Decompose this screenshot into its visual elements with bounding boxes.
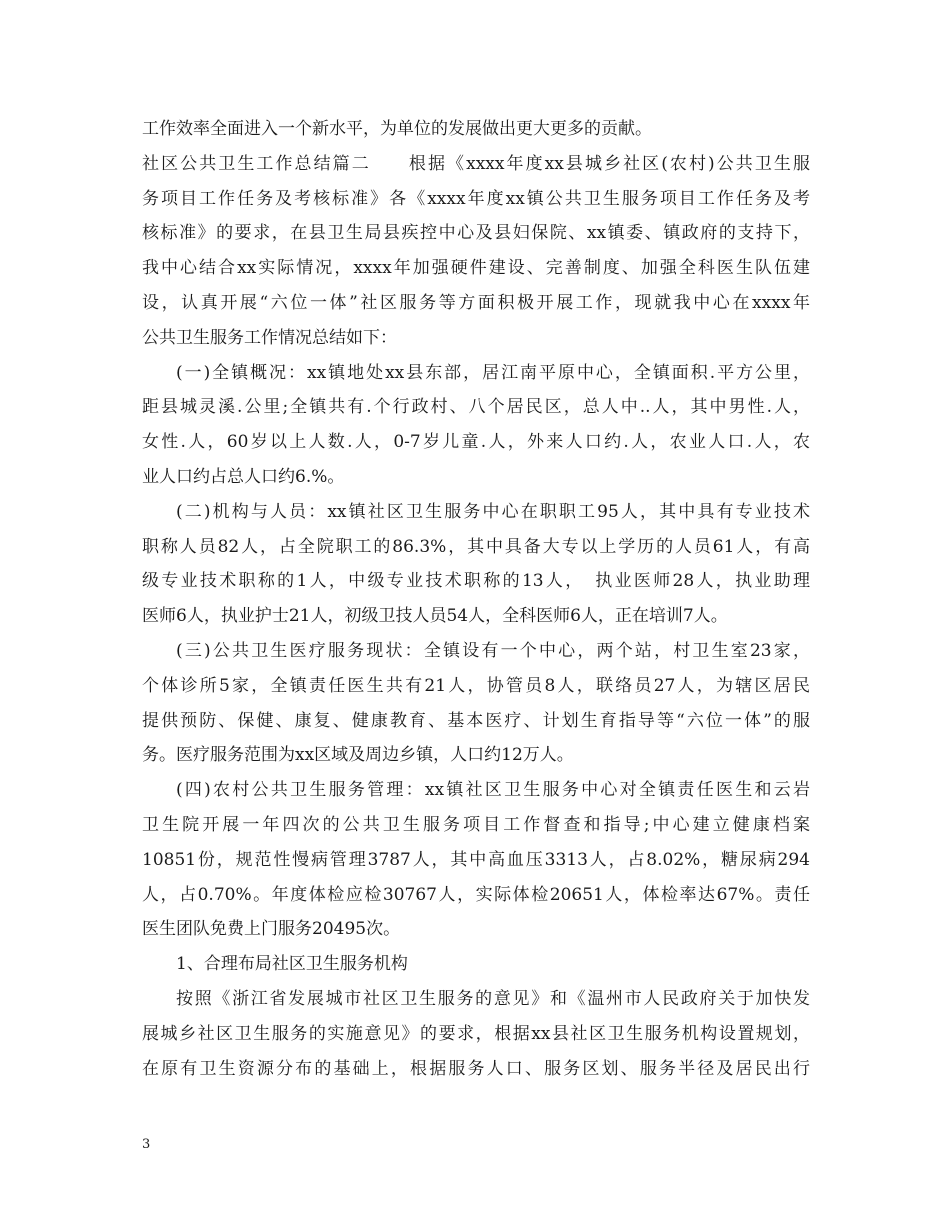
text-line: 设，认真开展“六位一体”社区服务等方面积极开展工作，现就我中心在xxxx年 bbox=[142, 292, 810, 313]
text-line: 个体诊所5家，全镇责任医生共有21人，协管员8人，联络员27人，为辖区居民 bbox=[142, 675, 810, 696]
text-line: 级专业技术职称的1人，中级专业技术职称的13人， 执业医师28人，执业助理 bbox=[142, 571, 810, 592]
text-line: 我中心结合xx实际情况，xxxx年加强硬件建设、完善制度、加强全科医生队伍建 bbox=[142, 258, 810, 279]
section-heading-line: 社区公共卫生工作总结篇二 根据《xxxx年度xx县城乡社区(农村)公共卫生服 bbox=[142, 153, 810, 174]
text-line: 公共卫生服务工作情况总结如下： bbox=[142, 327, 397, 348]
text-line: 务项目工作任务及考核标准》各《xxxx年度xx镇公共卫生服务项目工作任务及考 bbox=[142, 188, 810, 209]
text-line: 人，占0.70%。年度体检应检30767人，实际体检20651人，体检率达67%。责任 bbox=[142, 884, 810, 905]
text-line: 提供预防、保健、康复、健康教育、基本医疗、计划生育指导等“六位一体”的服 bbox=[142, 710, 810, 731]
text-line: 在原有卫生资源分布的基础上，根据服务人口、服务区划、服务半径及居民出行 bbox=[142, 1058, 810, 1079]
page-number: 3 bbox=[142, 1137, 151, 1152]
text-line: 核标准》的要求，在县卫生局县疾控中心及县妇保院、xx镇委、镇政府的支持下， bbox=[142, 223, 810, 244]
text-line: 医生团队免费上门服务20495次。 bbox=[142, 919, 401, 940]
text-line: 职称人员82人，占全院职工的86.3%，其中具备大专以上学历的人员61人，有高 bbox=[142, 536, 810, 557]
text-line: 距县城灵溪.公里;全镇共有.个行政村、八个居民区，总人中..人，其中男性.人， bbox=[142, 397, 810, 418]
text-line: 工作效率全面进入一个新水平，为单位的发展做出更大更多的贡献。 bbox=[142, 119, 652, 139]
text-line: 业人口约占总人口约6.%。 bbox=[142, 466, 345, 487]
paragraph-start-line: (四)农村公共卫生服务管理：xx镇社区卫生服务中心对全镇责任医生和云岩 bbox=[176, 780, 810, 801]
subheading-line: 1、合理布局社区卫生服务机构 bbox=[176, 954, 408, 975]
paragraph-start-line: 按照《浙江省发展城市社区卫生服务的意见》和《温州市人民政府关于加快发 bbox=[176, 988, 810, 1009]
paragraph-start-line: (三)公共卫生医疗服务现状：全镇设有一个中心，两个站，村卫生室23家， bbox=[176, 640, 810, 661]
text-line: 卫生院开展一年四次的公共卫生服务项目工作督查和指导;中心建立健康档案 bbox=[142, 814, 810, 835]
body-text bbox=[142, 112, 810, 1086]
text-line: 务。医疗服务范围为xx区域及周边乡镇，人口约12万人。 bbox=[142, 745, 574, 766]
text-line: 10851份，规范性慢病管理3787人，其中高血压3313人，占8.02%，糖尿病294 bbox=[142, 849, 810, 870]
paragraph-start-line: (二)机构与人员：xx镇社区卫生服务中心在职职工95人，其中具有专业技术 bbox=[176, 501, 810, 522]
paragraph-start-line: (一)全镇概况：xx镇地处xx县东部，居江南平原中心，全镇面积.平方公里， bbox=[176, 362, 810, 383]
text-line: 展城乡社区卫生服务的实施意见》的要求，根据xx县社区卫生服务机构设置规划， bbox=[142, 1023, 810, 1044]
text-line: 女性.人，60岁以上人数.人，0-7岁儿童.人，外来人口约.人，农业人口.人，农 bbox=[142, 432, 810, 453]
text-line: 医师6人，执业护士21人，初级卫技人员54人，全科医师6人，正在培训7人。 bbox=[142, 606, 728, 627]
